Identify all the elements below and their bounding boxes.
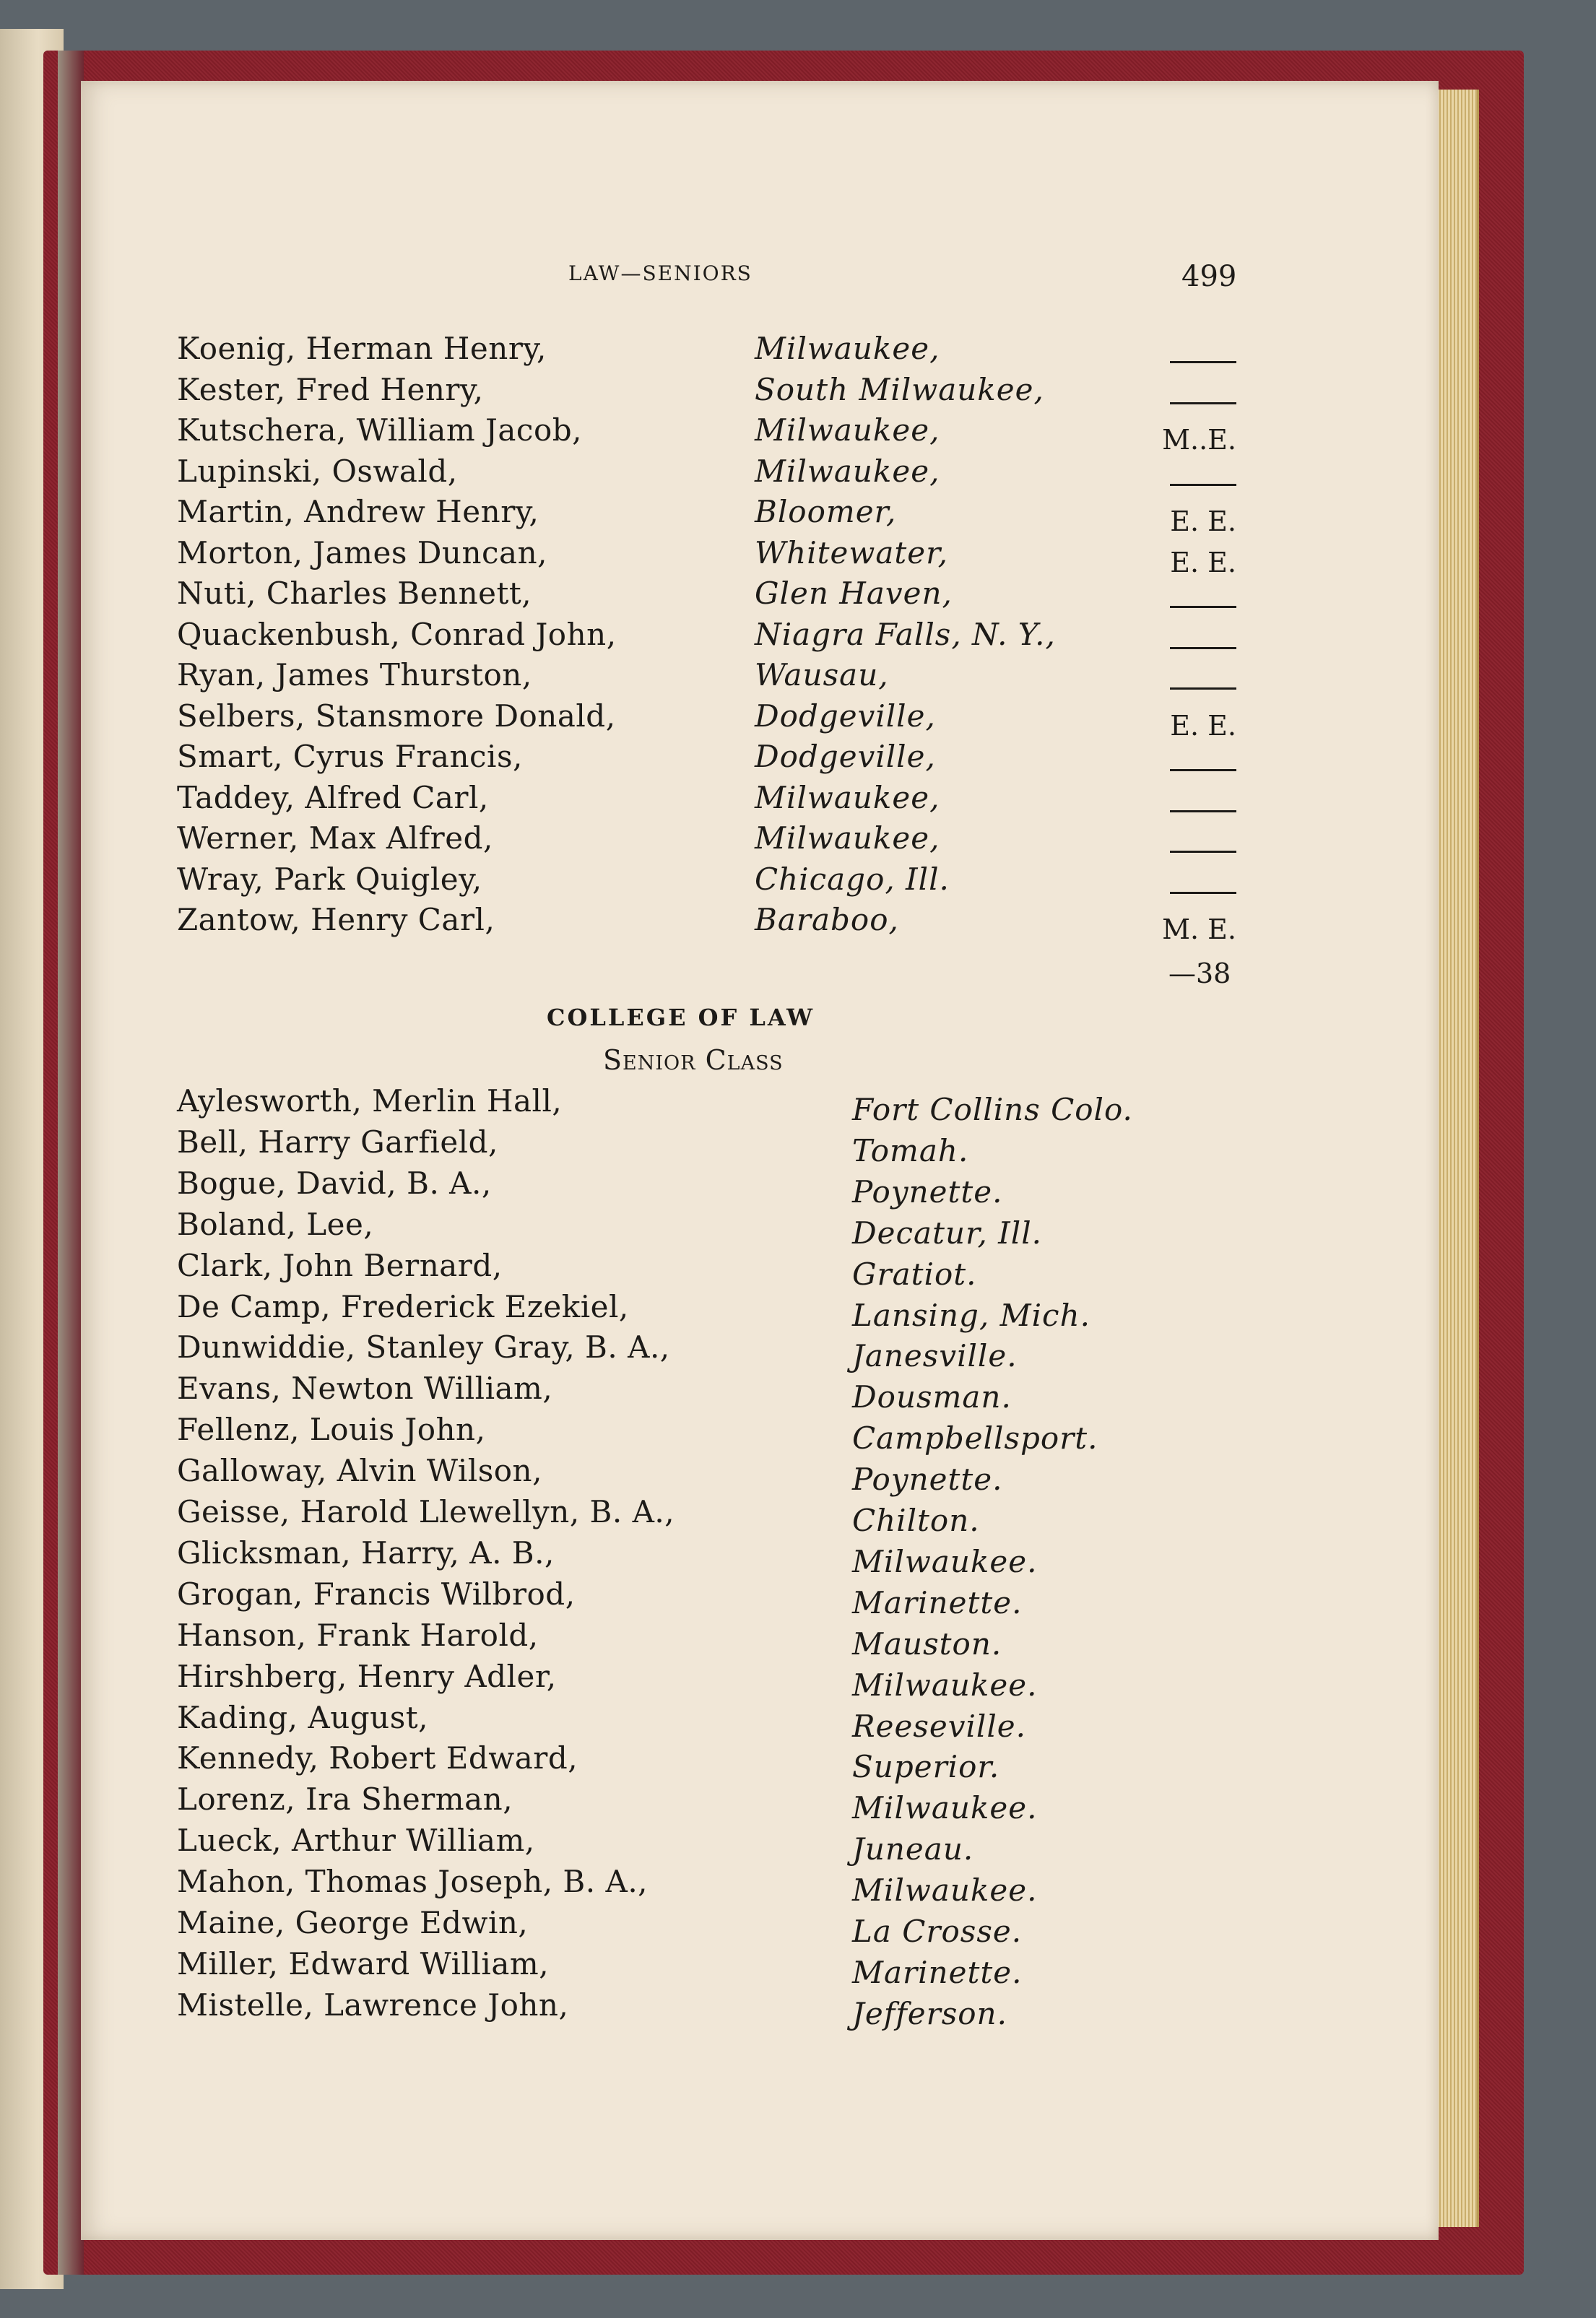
student-hometown: Poynette.: [852, 1173, 1003, 1210]
student-name: Koenig, Herman Henry,: [177, 331, 547, 366]
student-hometown: Dodgeville,: [755, 739, 936, 774]
course-blank-dash: [1170, 851, 1236, 853]
course-blank-dash: [1170, 402, 1236, 404]
student-name: Mahon, Thomas Joseph, B. A.,: [177, 1864, 649, 1900]
student-name: Taddey, Alfred Carl,: [177, 779, 489, 815]
student-name: Glicksman, Harry, A. B.,: [177, 1535, 555, 1571]
page-number: 499: [1181, 260, 1237, 293]
student-hometown: Fort Collins Colo.: [852, 1092, 1133, 1127]
student-name: Geisse, Harold Llewellyn, B. A.,: [177, 1494, 675, 1529]
student-name: Hirshberg, Henry Adler,: [177, 1658, 557, 1694]
student-hometown: Milwaukee,: [755, 453, 940, 489]
student-name: Zantow, Henry Carl,: [177, 902, 495, 937]
student-name: Lupinski, Oswald,: [177, 453, 458, 489]
student-name: Miller, Edward William,: [177, 1945, 550, 1981]
course-code: E. E.: [1170, 505, 1236, 537]
student-hometown: Milwaukee,: [755, 779, 940, 815]
student-hometown: Campbellsport.: [852, 1420, 1098, 1457]
course-blank-dash: [1170, 484, 1236, 486]
student-hometown: Chicago, Ill.: [755, 861, 950, 897]
student-hometown: Wausau,: [755, 657, 889, 693]
course-code: E. E.: [1170, 546, 1236, 578]
student-name: Bogue, David, B. A.,: [177, 1165, 492, 1201]
student-hometown: Jefferson.: [852, 1995, 1007, 2031]
student-name: Grogan, Francis Wilbrod,: [177, 1576, 576, 1612]
student-hometown: Milwaukee.: [852, 1790, 1038, 1826]
student-name: Boland, Lee,: [177, 1206, 374, 1242]
course-blank-dash: [1170, 810, 1236, 812]
student-name: Wray, Park Quigley,: [177, 861, 482, 897]
student-hometown: Glen Haven,: [755, 576, 953, 611]
student-name: Smart, Cyrus Francis,: [177, 739, 523, 774]
student-hometown: Milwaukee.: [852, 1543, 1038, 1579]
course-blank-dash: [1170, 647, 1236, 649]
student-name: Morton, James Duncan,: [177, 534, 547, 570]
section-title: COLLEGE OF LAW: [547, 1004, 815, 1031]
course-code: E. E.: [1170, 709, 1236, 742]
student-hometown: Marinette.: [852, 1584, 1023, 1620]
student-name: Bell, Harry Garfield,: [177, 1124, 498, 1160]
student-hometown: South Milwaukee,: [755, 371, 1044, 407]
student-name: Werner, Max Alfred,: [177, 820, 493, 856]
student-hometown: Whitewater,: [755, 534, 948, 570]
student-name: Dunwiddie, Stanley Gray, B. A.,: [177, 1329, 670, 1366]
running-head: LAW—SENIORS: [568, 261, 753, 285]
student-name: Clark, John Bernard,: [177, 1247, 503, 1283]
student-name: Evans, Newton William,: [177, 1371, 553, 1407]
student-hometown: Milwaukee,: [755, 820, 940, 856]
student-hometown: Marinette.: [852, 1954, 1023, 1990]
student-hometown: Tomah.: [852, 1132, 969, 1168]
book-gutter: [58, 51, 84, 2275]
student-hometown: Lansing, Mich.: [852, 1297, 1090, 1333]
course-code: M. E.: [1162, 913, 1236, 945]
student-name: Maine, George Edwin,: [177, 1905, 529, 1940]
student-name: Lueck, Arthur William,: [177, 1823, 535, 1859]
student-name: Kennedy, Robert Edward,: [177, 1740, 578, 1776]
student-name: Kutschera, William Jacob,: [177, 412, 582, 448]
student-hometown: Janesville.: [852, 1338, 1018, 1374]
student-name: Hanson, Frank Harold,: [177, 1617, 539, 1653]
student-hometown: Juneau.: [852, 1831, 974, 1867]
student-name: Kester, Fred Henry,: [177, 371, 484, 407]
student-hometown: Dodgeville,: [755, 698, 936, 734]
student-name: Kading, August,: [177, 1699, 428, 1735]
course-blank-dash: [1170, 769, 1236, 771]
student-name: Quackenbush, Conrad John,: [177, 616, 617, 652]
section-subtitle: Senior Class: [603, 1044, 784, 1076]
student-name: Aylesworth, Merlin Hall,: [177, 1083, 563, 1119]
course-blank-dash: [1170, 892, 1236, 894]
student-hometown: Poynette.: [852, 1462, 1003, 1498]
course-code: M..E.: [1162, 424, 1236, 456]
student-name: Galloway, Alvin Wilson,: [177, 1453, 542, 1489]
student-hometown: Chilton.: [852, 1503, 980, 1538]
student-name: Ryan, James Thurston,: [177, 657, 532, 693]
student-name: Selbers, Stansmore Donald,: [177, 698, 616, 734]
student-hometown: Niagra Falls, N. Y.,: [755, 616, 1056, 652]
student-name: Fellenz, Louis John,: [177, 1412, 486, 1448]
student-hometown: Milwaukee.: [852, 1667, 1038, 1703]
course-blank-dash: [1170, 606, 1236, 608]
student-hometown: Reeseville.: [852, 1708, 1026, 1744]
student-hometown: Gratiot.: [852, 1256, 977, 1292]
course-blank-dash: [1170, 361, 1236, 363]
student-hometown: Milwaukee,: [755, 331, 940, 366]
student-name: De Camp, Frederick Ezekiel,: [177, 1288, 629, 1324]
student-hometown: Bloomer,: [755, 494, 897, 529]
student-name: Nuti, Charles Bennett,: [177, 576, 532, 611]
student-hometown: Baraboo,: [755, 902, 899, 937]
student-hometown: Milwaukee.: [852, 1872, 1038, 1909]
student-hometown: Superior.: [852, 1749, 1000, 1785]
total-count: —38: [1168, 958, 1231, 989]
student-hometown: La Crosse.: [852, 1914, 1023, 1949]
student-name: Mistelle, Lawrence John,: [177, 1987, 569, 2023]
course-blank-dash: [1170, 687, 1236, 690]
student-hometown: Milwaukee,: [755, 412, 940, 448]
student-hometown: Dousman.: [852, 1379, 1012, 1415]
student-hometown: Decatur, Ill.: [852, 1215, 1042, 1251]
student-hometown: Mauston.: [852, 1625, 1002, 1662]
student-name: Martin, Andrew Henry,: [177, 494, 539, 529]
student-name: Lorenz, Ira Sherman,: [177, 1781, 513, 1818]
